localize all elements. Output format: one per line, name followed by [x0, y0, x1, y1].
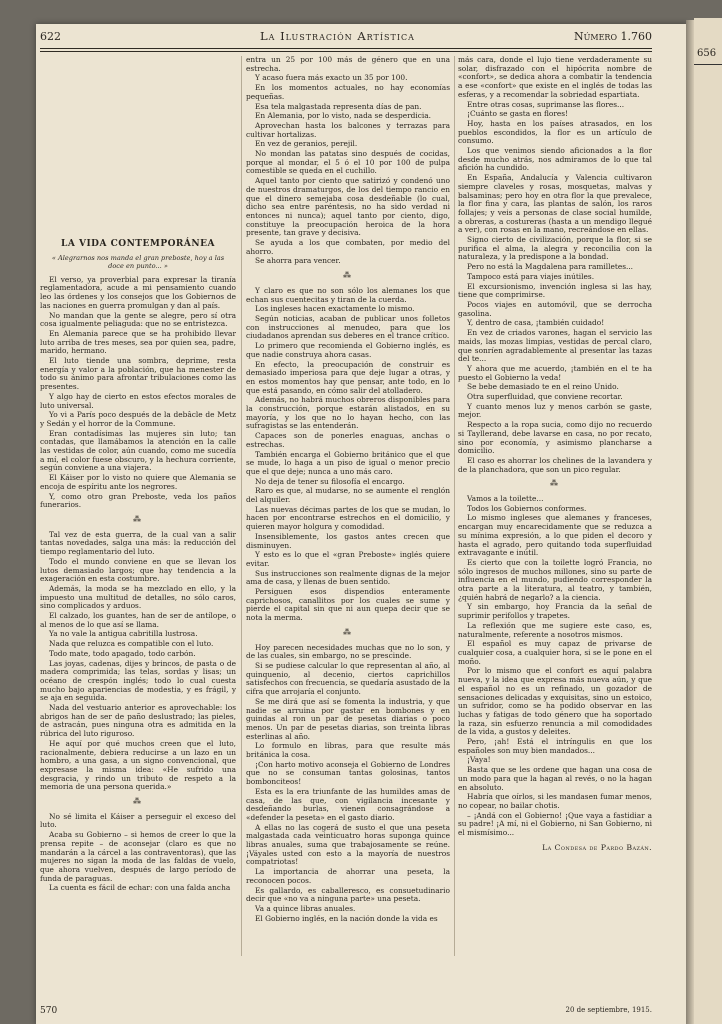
paragraph: Pero, ¡ah! Está el intríngulis en que los españoles son muy bien mandados...: [458, 737, 652, 755]
paragraph: Lo primero que recomienda el Gobierno inglés, es que nadie construya ahora casas.: [246, 341, 450, 359]
paragraph: No sé limita el Káiser a perseguir el exceso del luto.: [40, 811, 236, 830]
paragraph: Signo cierto de civilización, porque la flor, si se purifica el alma, la alegra y reconcilia con la naturaleza, y la predispone a la bondad.: [458, 235, 652, 262]
paragraph: ¡Con harto motivo aconseja el Gobierno de Londres que no se consuman tantas golosinas, tantos bombonciteos!: [246, 759, 450, 787]
paragraph: Respecto a la ropa sucia, como dijo no recuerdo si Tayllerand, debe lavarse en casa, no por recato, sino por economía, y asimismo plancharse a domicilio.: [458, 420, 652, 456]
paragraph: Nada del vestuario anterior es aprovechable: los abrigos han de ser de paño deslustrado; las pieles, de astracán, pues ninguna otra es admitida en la rúbrica del luto riguroso.: [40, 703, 236, 739]
paragraph: Todo el mundo conviene en que se llevan los lutos demasiado largos; que hay tendencia a la exageración en esta costumbre.: [40, 556, 236, 584]
folio-number: 570: [40, 1006, 58, 1016]
paragraph: En los momentos actuales, no hay economías pequeñas.: [246, 83, 450, 101]
paragraph: Se ahorra para vencer.: [255, 256, 341, 266]
paragraph: Acaba su Gobierno – si hemos de creer lo que la prensa repite – de aconsejar (claro es que no mandarán a la cárcel a las contraventoras), que las mujeres no sigan la moda de las faldas de vuelo, que ahora vuelven, después de largo período de funda de paraguas.: [40, 830, 236, 883]
section-stars: ⁂: [343, 271, 353, 281]
paragraph: ¡Cuánto se gasta en flores!: [467, 109, 569, 119]
paragraph: Además, no habrá muchos obreros disponibles para la construcción, porque estarán alistados, en su mayoría, y los que no lo hayan hecho, con las sufragistas se las entenderán.: [246, 395, 450, 431]
paragraph: Si se pudiese calcular lo que representan al año, al quinquenio, al decenio, ciertos caprichillos satisfechos con frecuencia, se quedaría asustado de la cifra que arrojaría el conjunto.: [246, 661, 450, 697]
paragraph: Es gallardo, es caballeresco, es consuetudinario decir que «no va a ninguna parte» una peseta.: [246, 885, 450, 904]
paragraph: Eran contadísimas las mujeres sin luto; tan contadas, que llamábamos la atención en la calle las vestidas de color, aún cuando, como me sucedía a mí, el color fuese obscuro, y la hechura corriente, según conviene a una viajera.: [40, 428, 236, 473]
article-signature: La Condesa de Pardo Bazán.: [542, 842, 652, 852]
article-title: LA VIDA CONTEMPORÁNEA: [61, 239, 215, 249]
paragraph: Y ahora que me acuerdo, ¡también en el te ha puesto el Gobierno la veda!: [458, 363, 652, 382]
paragraph: Y algo hay de cierto en estos efectos morales de luto universal.: [40, 391, 236, 410]
paragraph: También encarga el Gobierno británico que el que se mude, lo haga a un piso de igual o menor precio que el que deje; nunca a uno más caro.: [246, 449, 450, 476]
paragraph: Sus instrucciones son realmente dignas de la mejor ama de casa, y llenas de buen sentido.: [246, 568, 450, 587]
paragraph: En vez de criados varones, hagan el servicio las maids, las mozas limpias, vestidas de percal claro, que sonríen agradablemente al presentar las tazas del te...: [458, 328, 652, 364]
paragraph: Raro es que, al mudarse, no se aumente el renglón del alquiler.: [246, 486, 450, 505]
header-rule-thin: [40, 51, 652, 52]
paragraph: La reflexión que me sugiere este caso, es, naturalmente, referente a nosotros mismos.: [458, 620, 652, 639]
text-column-3: [458, 56, 652, 961]
issue-number: Número 1.760: [574, 30, 652, 43]
paragraph: Además, la moda se ha mezclado en ello, y la impuesto una multitud de detalles, no sólo caros, sino complicados y arduos.: [40, 583, 236, 611]
running-header: [40, 26, 652, 46]
paragraph: No deja de tener su filosofía el encargo.: [255, 476, 405, 486]
paragraph: En vez de geranios, perejil.: [255, 139, 358, 149]
paragraph: En Alemania, por lo visto, nada se desperdicia.: [255, 111, 431, 121]
section-stars: ⁂: [550, 479, 560, 489]
section-stars: ⁂: [343, 627, 353, 637]
paragraph: Entre otras cosas, suprimanse las flores...: [467, 99, 625, 109]
blank-space: [40, 56, 236, 234]
paragraph: Y esto es lo que el «gran Preboste» inglés quiere evitar.: [246, 550, 450, 568]
paragraph: ¡Vaya!: [467, 755, 491, 765]
paragraph: Hoy parecen necesidades muchas que no lo son, y de las cuales, sin embargo, no se prescinde.: [246, 642, 450, 661]
paragraph: El Gobierno inglés, en la nación donde la vida es: [255, 913, 438, 923]
paragraph: Aquel tanto por ciento que satirizó y condenó uno de nuestros dramaturgos, de los del tiempo rancio en que el dinero semejaba cosa desdeñable (lo cual, dicho sea entre paréntesis, no ha sido verdad ni entonces ni nunca); aquel tanto por ciento, digo, constituye la preocupación heroica de la hora presente, tan grave y decisiva.: [246, 176, 450, 238]
page-footer: [40, 1006, 652, 1020]
header-rule: [40, 48, 652, 49]
paragraph: Todos los Gobiernos conformes.: [467, 503, 587, 513]
paragraph: Se me dirá que así se fomenta la industria, y que nadie se arruina por gastar en bombones y en guindas al ron un par de pesetas diarias o poco menos. Un par de pesetas diarias, son treinta libras esterlinas al año.: [246, 696, 450, 741]
paragraph: El Káiser por lo visto no quiere que Alemania se encoja de espíritu ante los negrores.: [40, 473, 236, 491]
paragraph: Capaces son de ponerles enaguas, anchas o estrechas.: [246, 431, 450, 449]
text-column-2: [246, 56, 450, 961]
paragraph: El excursionismo, invención inglesa si las hay, tiene que comprimirse.: [458, 281, 652, 300]
paragraph: El calzado, los guantes, han de ser de antílope, o al menos de lo que así se llama.: [40, 611, 236, 629]
paragraph: El luto tiende una sombra, deprime, resta energía y valor a la población, que ha menester de todo su ánimo para afrontar tribulaciones como las presentes.: [40, 356, 236, 392]
paragraph: Se bebe demasiado te en el reino Unido.: [467, 382, 619, 392]
paragraph: Ya no vale la antigua cabritilla lustrosa.: [49, 629, 198, 639]
paragraph: – ¡Andá con el Gobierno! ¡Que vaya a fastidiar a su padre! ¡A mí, ni el Gobierno, ni San Gobierno, ni el mismísimo...: [458, 810, 652, 838]
book-gutter: [686, 20, 694, 1024]
paragraph: Lo mismo ingleses que alemanes y franceses, encargan muy encarecidamente que se reduzca a su mínima expresión, a lo que piden el decoro y hasta el agrado, pero quitando toda superfluidad extravagante e inútil.: [458, 513, 652, 558]
paragraph: A ellas no las cogerá de susto el que una peseta malgastada cada veinticuatro horas suponga quince libras anuales, suma que trabajosamente se reúne. ¡Váyales usted con esto a la mayoría de nuestros compatriotas!: [246, 822, 450, 867]
paragraph: No mondan las patatas sino después de cocidas, porque al mondar, el 5 ó el 10 por 100 de pulpa comestible se queda en el cuchillo.: [246, 149, 450, 176]
paragraph: Pocos viajes en automóvil, que se derrocha gasolina.: [458, 299, 652, 318]
paragraph: Nada que reluzca es compatible con el luto.: [49, 639, 214, 649]
paragraph: Vamos a la toilette...: [467, 494, 544, 504]
next-page-edge: [694, 18, 722, 1024]
paragraph: Los ingleses hacen exactamente lo mismo.: [255, 304, 415, 314]
next-page-number: 656: [697, 48, 717, 59]
column-divider: [454, 56, 455, 956]
paragraph: Los que venimos siendo aficionados a la flor desde mucho atrás, nos admiramos de lo que tal afición ha cundido.: [458, 146, 652, 173]
paragraph: El verso, ya proverbial para expresar la tiranía reglamentadora, acude a mi pensamiento cuando leo las órdenes y los consejos que los Gobiernos de las naciones en guerra promulgan y dan al país.: [40, 274, 236, 310]
paragraph: Y sin embargo, hoy Francia da la señal de suprimir perifollos y trapetes.: [458, 602, 652, 621]
paragraph: Según noticias, acaban de publicar unos folletos con instrucciones al menudeo, para que los ciudadanos aprendan sus deberes en el trance crítico.: [246, 313, 450, 341]
paragraph: El caso es ahorrar los chelines de la lavandera y de la planchadora, que son un pico regular.: [458, 455, 652, 474]
column-divider: [241, 56, 242, 956]
paragraph: El español es muy capaz de privarse de cualquier cosa, a cualquier hora, si se le pone en el moño.: [458, 639, 652, 666]
paragraph: En Alemania parece que se ha prohibido llevar luto arriba de tres meses, sea por quien sea, padre, marido, hermano.: [40, 328, 236, 356]
text-column-1: [40, 56, 236, 961]
paragraph: Habría que oírlos, si les mandasen fumar menos, no copear, no bailar chotis.: [458, 792, 652, 810]
paragraph: Basta que se les ordene que hagan una cosa de un modo para que la hagan al revés, o no la hagan en absoluto.: [458, 765, 652, 792]
paragraph: En España, Andalucía y Valencia cultivaron siempre claveles y rosas, mosquetas, malvas y balsaminas; pero hoy en otra flor la que prevalece, la flor fina y cara, las plantas de salón, los raros follajes; y veis a personas de clase social humilde, a obreras, a costureras (hasta a un mendigo llegué a ver), con rosas en la mano, recreándose en ellas.: [458, 173, 652, 235]
paragraph: Yo vi a París poco después de la debâcle de Metz y Sedán y el horror de la Commune.: [40, 410, 236, 428]
paragraph: Es cierto que con la toilette logró Francia, no sólo ingresos de muchos millones, sino su parte de influencia en el mundo, pudiendo corresponder la otra parte a la literatura, al teatro, y también, ¿quién habrá de negarlo? a la ciencia.: [458, 557, 652, 602]
paragraph: Las nuevas décimas partes de los que se mudan, lo hacen por encontrarse estrechos en el domicilio, y quieren mayor holgura y comodidad.: [246, 504, 450, 532]
paragraph: Las joyas, cadenas, dijes y brincos, de pasta o de madera comprimida; las telas, sordas y lisas; un océano de crespón inglés; todo lo cual cuesta mucho bajo apariencias de modestia, y es frágil, y se aja en seguida.: [40, 658, 236, 703]
paragraph: La cuenta es fácil de echar: con una falda ancha: [49, 883, 231, 893]
next-page-rule: [694, 64, 722, 65]
paragraph: Esa tela malgastada representa días de pan.: [255, 101, 422, 111]
paragraph: Y, dentro de casa, ¡también cuidado!: [467, 318, 605, 328]
paragraph: No mandan que la gente se alegre, pero sí otra cosa igualmente peliaguda: que no se entristezca.: [40, 310, 236, 329]
paragraph: Y cuanto menos luz y menos carbón se gaste, mejor.: [458, 401, 652, 420]
article-epigraph: « Alegrarnos nos manda el gran preboste, hoy a las doce en punto... »: [51, 253, 225, 270]
paragraph: Y acaso fuera más exacto un 35 por 100.: [255, 73, 408, 83]
paragraph: entra un 25 por 100 más de género que en una estrecha.: [246, 56, 450, 73]
paragraph: Persiguen esos dispendios enteramente caprichosos, canallitos por los cuales se sume y pierde el capital sin que ni aun quepa decir que se nota la merma.: [246, 587, 450, 623]
paragraph: Se ayuda a los que combaten, por medio del ahorro.: [246, 238, 450, 256]
paragraph: Tal vez de esta guerra, de la cual van a salir tantas novedades, salga una más: la reducción del tiempo reglamentario del luto.: [40, 529, 236, 557]
paragraph: Otra superfluidad, que conviene recortar.: [467, 392, 623, 402]
paragraph: Hoy, hasta en los países atrasados, en los pueblos escondidos, la flor es un artículo de consumo.: [458, 118, 652, 146]
date-stamp: 20 de septiembre, 1915.: [565, 1006, 652, 1014]
paragraph: Todo mate, todo apagado, todo carbón.: [49, 648, 196, 658]
paragraph: Esta es la era triunfante de las humildes amas de casa, de las que, con vigilancia incesante y desdeñando burlas, vienen consagrándose a «defender la peseta» en el gasto diario.: [246, 786, 450, 822]
paragraph: Aprovechan hasta los balcones y terrazas para cultivar hortalizas.: [246, 120, 450, 139]
paragraph: Lo formulo en libras, para que resulte más británica la cosa.: [246, 741, 450, 760]
paragraph: más cara, donde el lujo tiene verdaderamente su solar, disfrazado con el hipócrita nombre de «confort», se dedica ahora a combatir la tendencia a ese «confort» que existe en el inglés de todas las esferas, y a recomendar la sobriedad espartiata.: [458, 56, 652, 99]
section-stars: ⁂: [133, 514, 143, 524]
paragraph: Insensiblemente, los gastos antes crecen que disminuyen.: [246, 531, 450, 550]
paragraph: Tampoco está para viajes inútiles.: [467, 271, 595, 281]
paragraph: Y claro es que no son sólo los alemanes los que echan sus cuentecitas y tiran de la cuerda.: [246, 285, 450, 304]
paragraph: Y, como otro gran Preboste, veda los paños funerarios.: [40, 491, 236, 510]
paragraph: La importancia de ahorrar una peseta, la reconocen pocos.: [246, 867, 450, 885]
paragraph: He aquí por qué muchos creen que el luto, racionalmente, debiera reducirse a un lazo en un hombro, a una gasa, a un signo convencional, que expresase la misma idea: «He sufrido una desgracia, y rindo un tributo de respeto a la memoria de una persona querida.»: [40, 738, 236, 792]
page-number: 622: [40, 30, 61, 43]
paragraph: Por lo mismo que el confort es aquí palabra nueva, y la idea que expresa más nueva aún, y que el español no es un refinado, un gozador de sensaciones delicadas y exquisitas, sino un estoico, un sufridor, como se ha podido observar en las luchas y fatigas de todo género que ha soportado la raza, sin esfuerzo renuncia a mil comodidades de la vida, a gustos y deleites.: [458, 666, 652, 737]
publication-title: La Ilustración Artística: [260, 29, 415, 43]
paragraph: Va a quince libras anuales.: [255, 903, 356, 913]
paragraph: En efecto, la preocupación de construir es demasiado imperiosa para que deje lugar a otras, y en estos momentos hay que pensar, ante todo, en lo que está pasando, en cómo salir del atolladero.: [246, 359, 450, 395]
paragraph: Pero no está la Magdalena para ramilletes...: [467, 262, 634, 272]
section-stars: ⁂: [133, 797, 143, 807]
